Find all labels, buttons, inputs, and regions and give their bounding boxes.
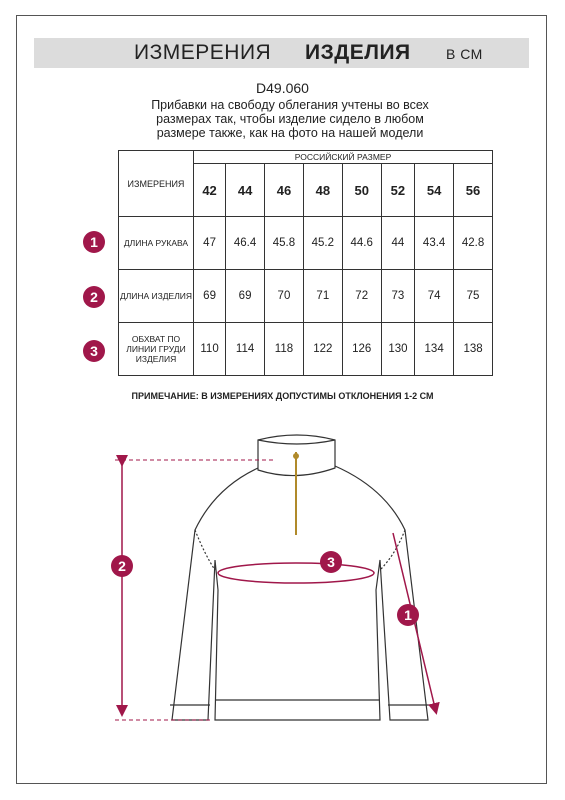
measurements-header: ИЗМЕРЕНИЯ [119,151,194,217]
zipper-pull [293,453,299,459]
table-cell: 118 [265,323,304,376]
table-cell: 126 [342,323,381,376]
table-cell: 134 [415,323,454,376]
table-cell: 122 [303,323,342,376]
size-header: 48 [303,164,342,217]
row-label: ДЛИНА РУКАВА [119,217,194,270]
table-cell: 73 [381,270,415,323]
row-number-badge: 3 [83,340,105,362]
table-cell: 45.2 [303,217,342,270]
tolerance-note: ПРИМЕЧАНИЕ: В ИЗМЕРЕНИЯХ ДОПУСТИМЫ ОТКЛОНЕНИЯ 1-2 СМ [131,391,434,401]
size-group-header: РОССИЙСКИЙ РАЗМЕР [194,151,493,164]
row-number-badge: 2 [83,286,105,308]
table-cell: 44.6 [342,217,381,270]
table-cell: 44 [381,217,415,270]
table-cell: 70 [265,270,304,323]
article-number: D49.060 [256,80,309,96]
table-cell: 130 [381,323,415,376]
table-cell: 45.8 [265,217,304,270]
table-cell: 71 [303,270,342,323]
size-header: 52 [381,164,415,217]
table-cell: 72 [342,270,381,323]
sleeve-badge: 1 [397,604,419,626]
table-cell: 114 [226,323,265,376]
table-cell: 138 [454,323,493,376]
size-header: 50 [342,164,381,217]
table-cell: 42.8 [454,217,493,270]
size-header: 54 [415,164,454,217]
pullover-outline [170,435,430,720]
length-badge: 2 [111,555,133,577]
row-label: ДЛИНА ИЗДЕЛИЯ [119,270,194,323]
table-cell: 46.4 [226,217,265,270]
table-cell: 47 [194,217,226,270]
table-cell: 69 [226,270,265,323]
size-header: 44 [226,164,265,217]
size-header: 42 [194,164,226,217]
row-label: ОБХВАТ ПО ЛИНИИ ГРУДИ ИЗДЕЛИЯ [119,323,194,376]
size-header: 46 [265,164,304,217]
table-cell: 75 [454,270,493,323]
chest-badge: 3 [320,551,342,573]
row-number-badge: 1 [83,231,105,253]
title-product: ИЗДЕЛИЯ [305,41,411,64]
table-cell: 43.4 [415,217,454,270]
size-header: 56 [454,164,493,217]
title-measurements: ИЗМЕРЕНИЯ [134,41,272,64]
table-cell: 110 [194,323,226,376]
fit-note: Прибавки на свободу облегания учтены во всех размерах так, чтобы изделие сидело в любом размере также, как на фото на нашей модели [151,98,429,140]
title-units: В СМ [446,46,483,62]
table-cell: 74 [415,270,454,323]
chest-ellipse [218,563,374,583]
table-cell: 69 [194,270,226,323]
